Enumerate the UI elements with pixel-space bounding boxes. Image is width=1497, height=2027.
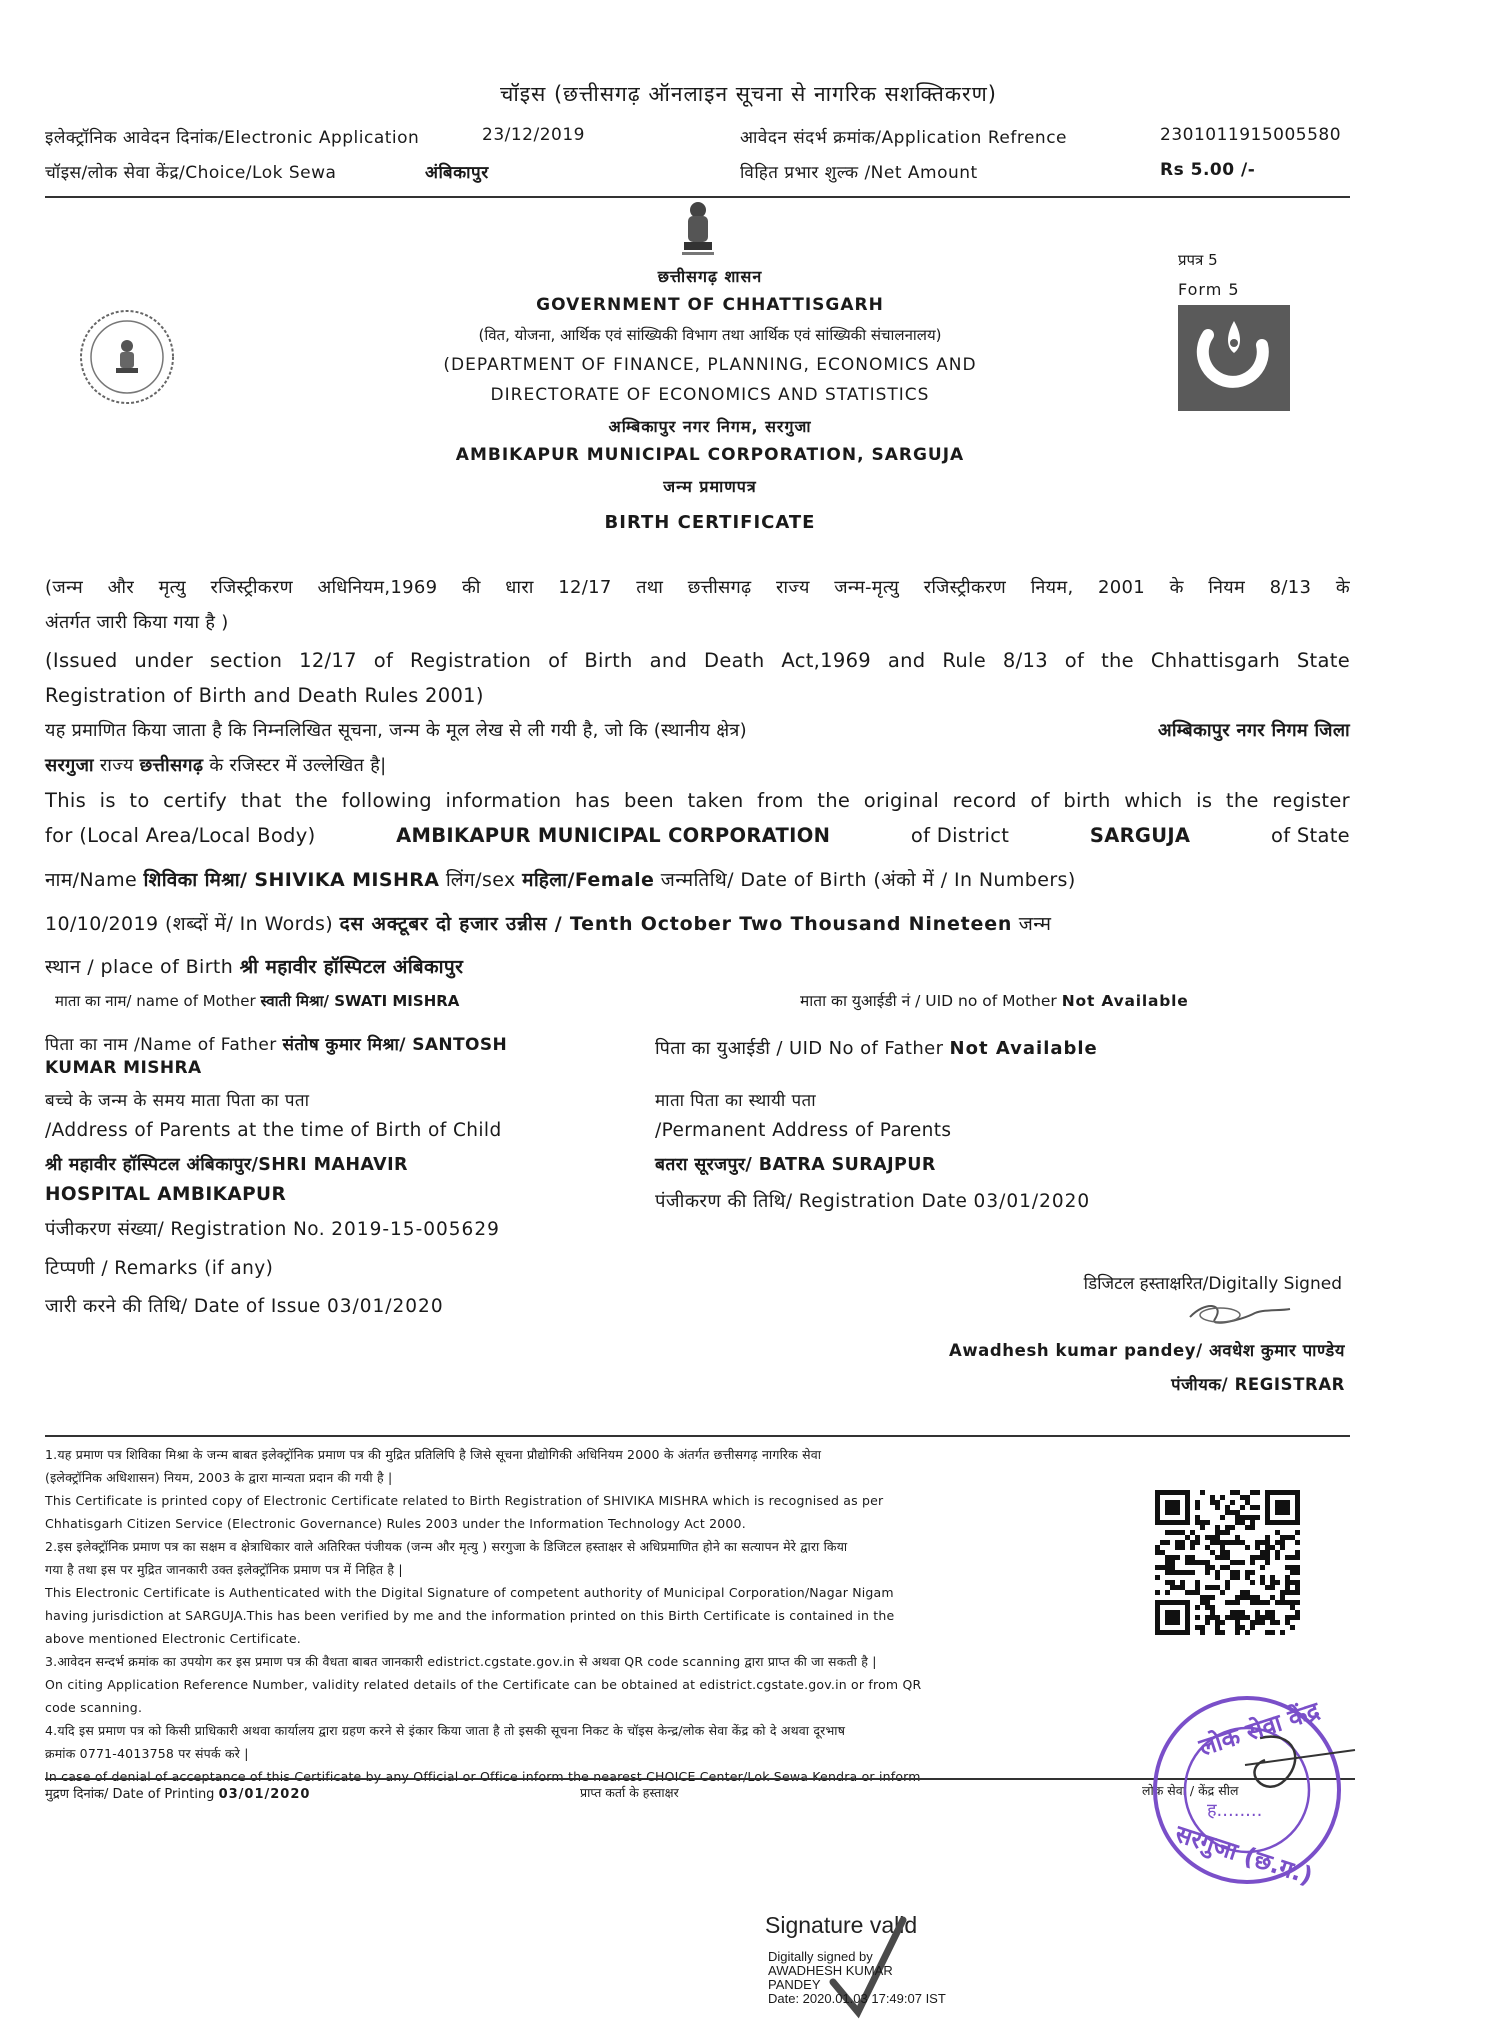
validity-line-1: Digitally signed by	[768, 1949, 873, 1964]
dob-label: जन्मतिथि/ Date of Birth (अंको में / In Numbers)	[660, 869, 1076, 891]
mother-uid-row	[800, 989, 1189, 1011]
form-number-en: Form 5	[1178, 280, 1240, 299]
intro-state-hi: छत्तीसगढ़	[139, 755, 204, 776]
addr-birth-b: HOSPITAL AMBIKAPUR	[45, 1184, 287, 1205]
form-number-hi: प्रपत्र 5	[1178, 251, 1218, 269]
father-name-b: KUMAR MISHRA	[45, 1058, 202, 1078]
print-row	[45, 1784, 310, 1802]
child-sex: महिला/Female	[522, 869, 655, 891]
intro-en-1a: (Issued under section 12/17 of Registration of Birth and Death Act,1969 and Rule 8/13 of the Chhattisgarh State	[45, 649, 1350, 672]
cert-hi: जन्म प्रमाणपत्र	[663, 477, 757, 496]
intro-en-2b	[45, 818, 1350, 853]
reg-no-row	[45, 1216, 500, 1241]
validity-line-3: PANDEY	[768, 1977, 821, 1992]
reg-date-row	[655, 1188, 1090, 1213]
dept-en-2: DIRECTORATE OF ECONOMICS AND STATISTICS	[490, 385, 930, 405]
addr-birth-hi: बच्चे के जन्म के समय माता पिता का पता	[45, 1091, 310, 1111]
intro-district-en: SARGUJA	[1089, 824, 1191, 847]
intro-hi-2b-end: के रजिस्टर में उल्लेखित है|	[209, 755, 387, 776]
stamp-text-mid: ह........	[1207, 1800, 1263, 1821]
father-name-a: संतोष कुमार मिश्रा/ SANTOSH	[282, 1035, 508, 1055]
note-line: This Certificate is printed copy of Electronic Certificate related to Birth Registration of SHIVIKA MISHRA which is recognised as per	[45, 1493, 884, 1508]
reg-date: 03/01/2020	[973, 1191, 1091, 1212]
reg-date-label: पंजीकरण की तिथि/ Registration Date	[655, 1191, 968, 1212]
stamp-text-bottom: सरगुजा (छ.ग.)	[1172, 1819, 1317, 1891]
note-line: above mentioned Electronic Certificate.	[45, 1631, 301, 1646]
mother-uid-label: माता का युआईडी नं / UID no of Mother	[800, 992, 1057, 1010]
intro-hi-2a-text: यह प्रमाणित किया जाता है कि निम्नलिखित सूचना, जन्म के मूल लेख से ली गयी है, जो कि (स्थानीय क्षेत्र)	[45, 720, 747, 741]
addr-birth-en: /Address of Parents at the time of Birth of Child	[45, 1120, 502, 1141]
addr-birth-a: श्री महावीर हॉस्पिटल अंबिकापुर/SHRI MAHAVIR	[45, 1155, 408, 1175]
header-title: चॉइस (छत्तीसगढ़ ऑनलाइन सूचना से नागरिक सशक्तिकरण)	[500, 82, 997, 106]
mother-label: माता का नाम/ name of Mother	[55, 992, 256, 1010]
intro-en-1b: Registration of Birth and Death Rules 2001)	[45, 684, 484, 707]
remarks-label: टिप्पणी / Remarks (if any)	[45, 1258, 274, 1279]
dob-words-label: (शब्दों में/ In Words)	[164, 913, 334, 935]
intro-en-2b-3: of State	[1270, 824, 1350, 847]
father-row	[45, 1032, 507, 1055]
intro-hi-2a-bold: अम्बिकापुर नगर निगम जिला	[1157, 720, 1350, 741]
app-ref-label: आवेदन संदर्भ क्रमांक/Application Refrence	[740, 128, 1068, 148]
intro-state-label-hi: राज्य	[99, 755, 134, 776]
note-line: having jurisdiction at SARGUJA.This has been verified by me and the information printed on this Birth Certificate is contained in the	[45, 1608, 895, 1623]
father-uid-row	[655, 1036, 1098, 1060]
state-hi: छत्तीसगढ़ शासन	[657, 267, 763, 286]
notes-divider	[45, 1435, 1350, 1437]
reg-no: 2019-15-005629	[331, 1219, 500, 1240]
name-label: नाम/Name	[45, 869, 138, 891]
validity-line-4: Date: 2020.01.03 17:49:07 IST	[768, 1991, 946, 2006]
note-line: 4.यदि इस प्रमाण पत्र को किसी प्राधिकारी अथवा कार्यालय द्वारा ग्रहण करने से इंकार किया जाता है तो इसकी सूचना निकट के चॉइस केन्द्र/लोक सेवा केंद्र को दे अथवा दूरभाष	[45, 1723, 846, 1738]
note-line: Chhatisgarh Citizen Service (Electronic Governance) Rules 2003 under the Information Technology Act 2000.	[45, 1516, 746, 1531]
amount-label: विहित प्रभार शुल्क /Net Amount	[740, 163, 978, 183]
registrar-name: Awadhesh kumar pandey/ अवधेश कुमार पाण्डेय	[948, 1341, 1345, 1360]
corp-en: AMBIKAPUR MUNICIPAL CORPORATION, SARGUJA	[455, 445, 965, 465]
centre: अंबिकापुर	[425, 163, 489, 183]
addr-perm: बतरा सूरजपुर/ BATRA SURAJPUR	[655, 1155, 936, 1175]
lok-sewa-stamp	[1145, 1690, 1355, 1895]
name-row	[45, 866, 1076, 892]
government-seal-icon	[78, 308, 176, 406]
note-line: On citing Application Reference Number, validity related details of the Certificate can be obtained at edistrict.cgstate.gov.in or from QR	[45, 1677, 922, 1692]
addr-perm-en: /Permanent Address of Parents	[655, 1120, 952, 1141]
registrar-title: पंजीयक/ REGISTRAR	[1171, 1375, 1345, 1394]
father-uid-label: पिता का युआईडी / UID No of Father	[655, 1038, 944, 1059]
mother-uid: Not Available	[1061, 992, 1189, 1010]
registrar-signature-icon	[1185, 1295, 1295, 1331]
state-en: GOVERNMENT OF CHHATTISGARH	[536, 295, 884, 315]
stamp-text-top: लोक सेवा केंद्र	[1195, 1696, 1324, 1762]
dept-en-1: (DEPARTMENT OF FINANCE, PLANNING, ECONOMICS AND	[443, 355, 977, 375]
app-ref: 230101191500558​0	[1160, 125, 1342, 145]
intro-district-hi: सरगुजा	[45, 755, 94, 776]
addr-perm-hi: माता पिता का स्थायी पता	[655, 1091, 817, 1111]
note-line: 3.आवेदन सन्दर्भ क्रमांक का उपयोग कर इस प्रमाण पत्र की वैधता बाबत जानकारी edistrict.cgstate.gov.in से अथवा QR code scanning द्वारा प्राप्त की जा सकती है |	[45, 1654, 877, 1669]
notes-block	[45, 1443, 1105, 1784]
place-of-birth: श्री महावीर हॉस्पिटल अंबिकापुर	[239, 956, 464, 978]
issue-label: जारी करने की तिथि/ Date of Issue	[45, 1296, 321, 1317]
mother-row	[55, 991, 459, 1011]
issue-date: 03/01/2020	[326, 1296, 444, 1317]
note-line: code scanning.	[45, 1700, 143, 1715]
intro-hi-1b: अंतर्गत जारी किया गया है )	[45, 612, 229, 633]
intro-corp-en: AMBIKAPUR MUNICIPAL CORPORATION	[396, 824, 831, 847]
centre-label: चॉइस/लोक सेवा केंद्र/Choice/Lok Sewa	[45, 163, 337, 183]
corp-hi: अम्बिकापुर नगर निगम, सरगुजा	[608, 417, 812, 436]
intro-en-2a: This is to certify that the following information has been taken from the original record of birth which is the register	[45, 789, 1350, 812]
pob-row	[45, 953, 463, 979]
print-date: 03/01/2020	[218, 1787, 311, 1802]
mother-name: स्वाती मिश्रा/ SWATI MISHRA	[260, 992, 460, 1010]
dept-hi: (वित, योजना, आर्थिक एवं सांख्यिकी विभाग तथा आर्थिक एवं सांख्यिकी संचालनालय)	[478, 326, 942, 344]
intro-hi-2a	[45, 713, 1350, 748]
qr-code	[1155, 1490, 1300, 1635]
validity-line-2: AWADHESH KUMAR	[768, 1963, 893, 1978]
receiver-signature-label: प्राप्त कर्ता के हस्ताक्षर	[580, 1785, 679, 1800]
dob-row	[45, 910, 1051, 936]
note-line: (इलेक्ट्रॉनिक अधिशासन) नियम, 2003 के द्वारा मान्यता प्रदान की गयी है |	[45, 1470, 393, 1485]
intro-en-2b-2: of District	[910, 824, 1010, 847]
print-label: मुद्रण दिनांक/ Date of Printing	[45, 1787, 215, 1802]
amount: Rs 5.00 /-	[1160, 160, 1256, 180]
intro-en-2b-1: for (Local Area/Local Body)	[45, 824, 316, 847]
note-line: 2.इस इलेक्ट्रॉनिक प्रमाण पत्र का सक्षम व क्षेत्राधिकार वाले अतिरिक्त पंजीयक (जन्म और मृत्यु ) सरगुजा के डिजिटल हस्ताक्षर से अधिप्रमाणित होने का सत्यापन मेरे द्वारा किया	[45, 1539, 848, 1554]
note-line: In case of denial of acceptance of this Certificate by any Official or Office inform the nearest CHOICE Center/Lok Sewa Kendra or inform	[45, 1769, 921, 1784]
note-line: गया है तथा इस पर मुद्रित जानकारी उक्त इलेक्ट्रॉनिक प्रमाण पत्र में निहित है |	[45, 1562, 403, 1577]
intro-hi-2b	[45, 748, 386, 783]
seal-label: लोक सेवा / केंद्र सील	[1142, 1783, 1239, 1798]
note-line: क्रमांक 0771-4013758 पर संपर्क करे |	[45, 1746, 249, 1761]
app-date: 23/12/2019	[482, 125, 585, 145]
signature-valid-title: Signature valid	[765, 1912, 918, 1938]
dob-number: 10/10/2019	[45, 913, 159, 935]
note-line: 1.यह प्रमाण पत्र शिविका मिश्रा के जन्म बाबत इलेक्ट्रॉनिक प्रमाण पत्र की मुद्रित प्रतिलिपि है जिसे सूचना प्रौद्योगिकी अधिनियम 2000 के अंतर्गत छत्तीसगढ़ नागरिक सेवा	[45, 1447, 822, 1462]
app-date-label: इलेक्ट्रॉनिक आवेदन दिनांक/Electronic Application	[45, 128, 420, 148]
pob-label-b: स्थान / place of Birth	[45, 956, 234, 978]
choice-logo-icon	[1178, 305, 1290, 411]
pob-label-a: जन्म	[1018, 913, 1052, 935]
digitally-signed-label: डिजिटल हस्ताक्षरित/Digitally Signed	[1083, 1274, 1342, 1294]
issue-row	[45, 1293, 444, 1318]
intro-hi-1a: (जन्म और मृत्यु रजिस्ट्रीकरण अधिनियम,1969 की धारा 12/17 तथा छत्तीसगढ़ राज्य जन्म-मृत्यु रजिस्ट्रीकरण नियम, 2001 के नियम 8/13 के	[45, 577, 1350, 598]
reg-no-label: पंजीकरण संख्या/ Registration No.	[45, 1219, 325, 1240]
father-uid: Not Available	[949, 1038, 1098, 1059]
father-label: पिता का नाम /Name of Father	[45, 1035, 277, 1055]
note-line: This Electronic Certificate is Authenticated with the Digital Signature of competent authority of Municipal Corporation/Nagar Nigam	[45, 1585, 894, 1600]
sex-label: लिंग/sex	[445, 869, 516, 891]
dob-words: दस अक्टूबर दो हजार उन्नीस / Tenth October Two Thousand Nineteen	[339, 913, 1013, 935]
cert-en: BIRTH CERTIFICATE	[604, 512, 816, 533]
child-name: शिविका मिश्रा/ SHIVIKA MISHRA	[143, 869, 440, 891]
ashoka-emblem-icon	[676, 198, 720, 262]
